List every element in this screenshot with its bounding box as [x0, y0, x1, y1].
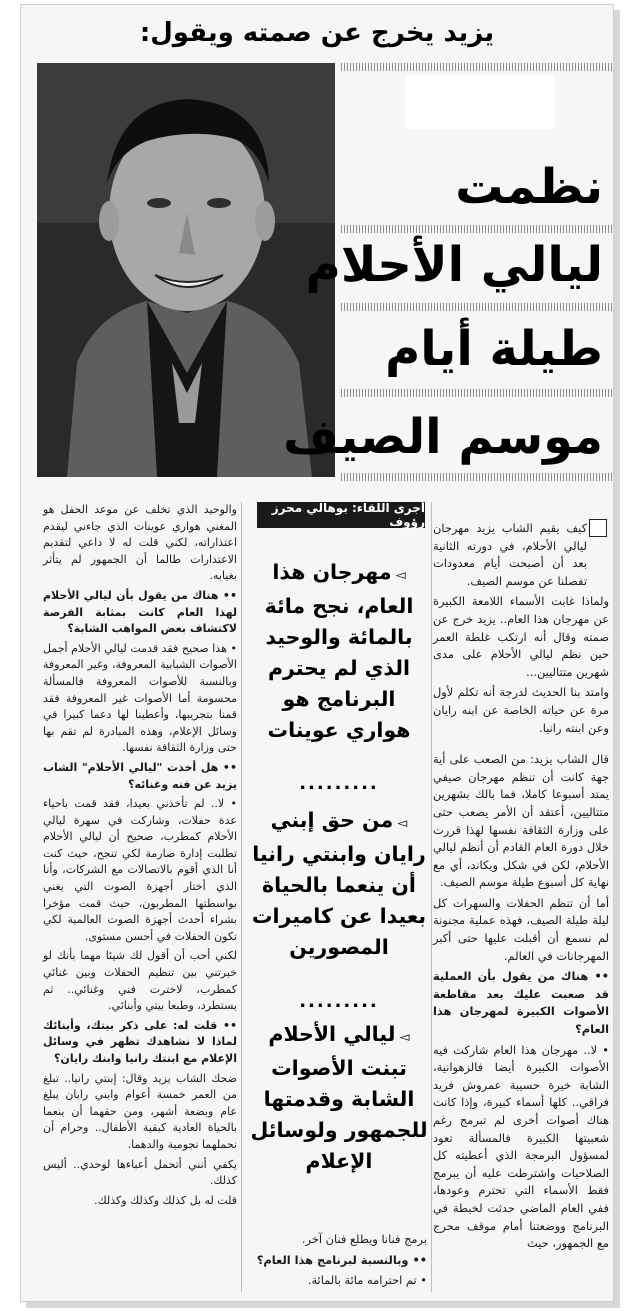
question-paragraph: •• هناك من يقول بأن العملية قد صعبت عليك بعد مقاطعة الأصوات الكبيرة لمهرجان هذا العام؟: [433, 969, 609, 1037]
middle-column-bottom: [247, 1231, 427, 1293]
question-paragraph: •• هل أخذت "ليالي الأحلام" الشاب يزيد عن فنه وغنائه؟: [43, 760, 237, 791]
body-paragraph: • لا.. مهرجان هذا العام شاركت فيه الأصوات الكبيرة أيضا فالزهوانية، الشابة خيرة حسيبة عمروش فريد فراقي.. كلها أسماء كبيرة، وإذا كانت هناك أصوات أخرى لم تبرمج رغم شعبيتها الكبيرة فالمسألة تعود لمسؤول البرمجة الذي أعطيته كل الصلاحيات واشترطت عليه أن يبرمج فقط الأسماء التي تحترم وعودها، ففي العام الماضي حدثت لخبطة في البرنامج ووضعتنا أمام موقف محرج مع الجمهور، حيث: [433, 1042, 609, 1251]
triangle-marker-icon: ◅: [393, 816, 408, 831]
pull-quote-text: من حق إبني رايان وابنتي رانيا أن ينعما بالحياة بعيدا عن كاميرات المصورين: [251, 808, 427, 959]
body-paragraph: • لا.. لم تأخذني بعيدا، فقد قمت باحياء عدة حفلات، وشاركت في سهرة ليالي الأحلام كمطرب، صحيح أن ليالي الأحلام تطلبت إدارة صارمة لكي تنجح، حيث كنت أنا الذي أقوم بالاتصالات مع الشركات، وأنا الذي أختار أجهزة الصوت التي يغني بواسطتها المطربون، حيث قمت مؤخرا بشراء أحدث أجهزة الصوت العالمية لكي تكون الحفلات في أحسن مستوى.: [43, 797, 237, 943]
intro-paragraph: كيف يقيم الشاب يزيد مهرجان ليالي الأحلام، في دورته الثانية بعد أن أصبحت أيام معدودات تفصلنا عن موسم الصيف.: [433, 521, 587, 588]
headline-block: [283, 63, 613, 481]
column-rule: [241, 502, 242, 1292]
intro-paragraph: وامتد بنا الحديث لدرجة أنه تكلم لأول مرة عن حياته الخاصة عن ابنه رايان وعن ابنته رانيا.: [433, 685, 609, 735]
question-paragraph: •• قلت له: على ذكر بيتك، وأبنائك لماذا لا نشاهدك تظهر في وسائل الإعلام مع ابنتك رانيا وابنك رايان؟: [43, 1018, 237, 1065]
article-kicker: [21, 13, 613, 53]
body-paragraph: برمج فنانا ويطلع فنان آخر.: [301, 1232, 427, 1246]
blank-patch: [405, 75, 555, 129]
pull-quote-2: [249, 805, 429, 963]
right-column: [433, 520, 609, 1256]
body-paragraph: ضحك الشاب يزيد وقال: إبنتي رانيا.. تبلغ من العمر خمسة أعوام وابني رايان يبلغ عام وبضعة أشهر، ومن حقهما أن ينعما بالحياة العادية كبقية الأطفال.. وحرام أن نحملهما نجومية والدهما.: [43, 1071, 237, 1151]
question-paragraph: •• هناك من يقول بأن ليالي الأحلام لهذا العام كانت بمثابة الفرصة لاكتشاف بعض المواهب الشابة؟: [43, 588, 237, 636]
body-paragraph: • تم احترامه مائة بالمائة.: [307, 1273, 427, 1288]
pull-quote-1: [249, 557, 429, 746]
pull-quote-text: ليالي الأحلام تبنت الأصوات الشابة وقدمتها للجمهور ولوسائل الإعلام: [250, 1022, 428, 1173]
column-rule: [431, 502, 432, 1292]
hatch-rule: [341, 225, 613, 233]
body-paragraph: والوحيد الذي تخلف عن موعد الحفل هو المغني هواري عوينات الذي جاءني ليقدم اعتذاراته، لكني قلت له لا داعي لتقديم الاعتذارات طالما أن الجمهور لم يتأثر بغيابه.: [43, 503, 237, 583]
intro-paragraph: ولماذا غابت الأسماء اللامعة الكبيرة عن مهرجان هذا العام.. يزيد خرج عن صمته وقال أنه ارتكب غلطة العمر حين نظم ليالي الأحلام على مدى شهرين متتاليين...: [433, 594, 609, 679]
body-paragraph: أما أن تنظم الحفلات والسهرات كل ليلة طيلة الصيف، فهذه عملية مجنونة لم نسمع أن أقبلت عليها حتى أكبر المهرجانات في العالم.: [433, 895, 609, 963]
triangle-marker-icon: ◅: [395, 1030, 410, 1045]
headline-line-4: موسم الصيف: [283, 409, 603, 465]
body-paragraph: • هذا صحيح فقد قدمت ليالي الأحلام أجمل الأصوات الشبابية المعروفة، وغير المعروفة وبالنسبة للأصوات المعروفة فالمسألة محسومة أما الأصوات غير المعروفة فقد قمنا بتجريبها، وأعطينا لها دعما كبيرا في وسائل الإعلام، وهذه المبادرة لم تقم بها حتى وزارة الثقافة نفسها.: [43, 641, 237, 755]
triangle-marker-icon: ◅: [391, 568, 406, 583]
question-paragraph: •• وبالنسبة لبرنامج هذا العام؟: [256, 1252, 427, 1267]
hatch-rule: [341, 389, 613, 397]
byline: أجرى اللقاء: بوهالي محرز رؤوف: [257, 502, 425, 528]
left-column: [43, 502, 237, 1212]
pull-quote-3: [249, 1019, 429, 1177]
body-paragraph: يكفي أنني أتحمل أعباءها لوحدي.. أليس كذلك.: [43, 1157, 237, 1188]
headline-line-2: ليالي الأحلام: [305, 237, 603, 293]
hatch-rule: [341, 473, 613, 481]
pull-quote-text: مهرجان هذا العام، نجح مائة بالمائة والوحيد الذي لم يحترم البرنامج هو هواري عوينات: [264, 560, 414, 742]
hatch-rule: [341, 303, 613, 311]
body-paragraph: لكني أحب أن أقول لك شيئا مهما بأنك لو خيرتني بين تنظيم الحفلات وبين غنائي كمطرب، لاخترت فني وغنائي.. ثم يستطرد، وطبعا بيتي وأبنائي.: [43, 949, 237, 1013]
kicker-text: يزيد يخرج عن صمته ويقول:: [139, 18, 495, 48]
newspaper-clipping: [20, 4, 614, 1302]
headline-line-3: طيلة أيام: [385, 321, 603, 377]
hatch-rule: [341, 63, 613, 71]
body-paragraph: قلت له بل كذلك وكذلك وكذلك.: [94, 1193, 237, 1207]
dots-separator: .........: [299, 991, 379, 1012]
body-paragraph: قال الشاب يزيد: من الصعب على أية جهة كانت أن تنظم مهرجان صيفي يمتد أسبوعا كاملا، فما بالك بشهرين متتاليين، أعتقد أن الأمر يصعب حتى على وزارة الثقافة نفسها لهذا قررت خلال دورة العام القادم أن أنظم ليالي الأحلام، لكن في شكل ويكاند، أي مع نهاية كل أسبوع طيلة موسم الصيف.: [433, 752, 609, 890]
dots-separator: .........: [299, 773, 379, 794]
headline-line-1: نظمت: [455, 159, 603, 215]
